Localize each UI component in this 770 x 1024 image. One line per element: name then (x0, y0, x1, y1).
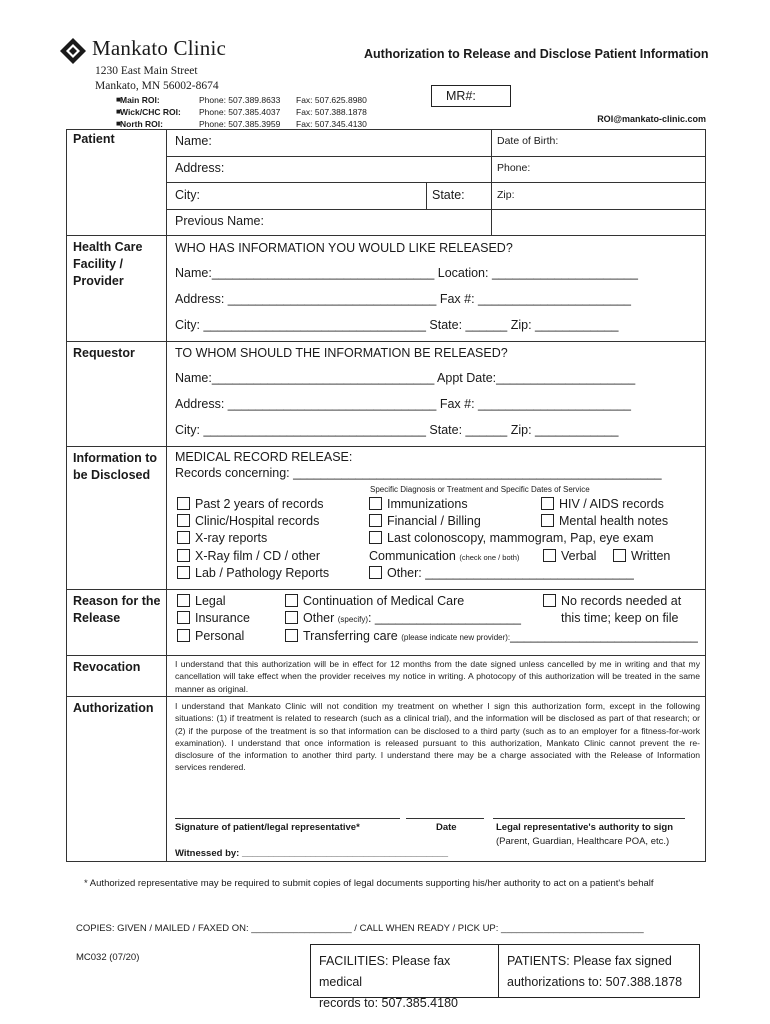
section-information: Information to be Disclosed (73, 451, 158, 482)
date-label: Date (436, 822, 457, 833)
legal-authority-label: Legal representative's authority to sign (496, 822, 673, 833)
row-line (166, 182, 706, 183)
location-name: Wick/CHC ROI: (120, 107, 181, 117)
requestor-question: TO WHOM SHOULD THE INFORMATION BE RELEASED? (175, 346, 508, 360)
communication-label: Communication (369, 549, 456, 563)
patient-zip-field[interactable]: Zip: (497, 189, 515, 201)
patient-name-field[interactable]: Name: (175, 134, 212, 148)
checkbox-icon (543, 594, 556, 607)
checkbox-icon (369, 531, 382, 544)
roi-email: ROI@mankato-clinic.com (597, 114, 706, 124)
patient-previous-name-field[interactable]: Previous Name: (175, 214, 264, 228)
checkbox-icon (541, 514, 554, 527)
checkbox-icon (285, 594, 298, 607)
witnessed-by-field[interactable]: Witnessed by: _______________________________________ (175, 848, 449, 859)
facilities-line1: FACILITIES: Please fax medical (319, 954, 451, 989)
checkbox-icon (177, 549, 190, 562)
row-line (166, 156, 706, 157)
checkbox-legal[interactable]: Legal (177, 594, 226, 608)
location-phone: Phone: 507.389.8633 (199, 95, 281, 105)
checkbox-verbal[interactable]: Verbal (543, 549, 596, 563)
checkbox-personal[interactable]: Personal (177, 629, 244, 643)
checkbox-clinic-hospital[interactable]: Clinic/Hospital records (177, 514, 319, 528)
checkbox-last-colonoscopy[interactable]: Last colonoscopy, mammogram, Pap, eye exam (369, 531, 654, 545)
authorized-rep-note: * Authorized representative may be required to submit copies of legal documents supporting his/her authority to act on a patient's behalf (84, 878, 654, 889)
org-name: Mankato Clinic (92, 36, 227, 60)
signature-label: Signature of patient/legal representative* (175, 822, 360, 833)
revocation-text: I understand that this authorization will be in effect for 12 months from the date signed unless cancelled by me in writing and that my cancellation will take effect when the provider receives my notice in writing. A photocopy of this authorization will be treated in the same manner as original. (175, 659, 700, 694)
checkbox-icon (543, 549, 556, 562)
requestor-name-appt-field[interactable]: Name:________________________________ Appt Date:____________________ (175, 371, 636, 385)
location-row: ■ Main ROI: Phone: 507.389.8633 Fax: 507.625.8980 (116, 95, 367, 105)
provider-name-location-field[interactable]: Name:________________________________ Location: _____________________ (175, 266, 638, 280)
checkbox-icon (369, 514, 382, 527)
facilities-line2: records to: 507.385.4180 (319, 996, 458, 1010)
patient-address-field[interactable]: Address: (175, 161, 225, 175)
provider-city-state-zip-field[interactable]: City: ________________________________ State: ______ Zip: ____________ (175, 318, 619, 332)
checkbox-financial-billing[interactable]: Financial / Billing (369, 514, 481, 528)
check-one-note: (check one / both) (459, 553, 520, 562)
patients-line2: authorizations to: 507.388.1878 (507, 975, 683, 989)
copies-line[interactable]: COPIES: GIVEN / MAILED / FAXED ON: ___________________ / CALL WHEN READY / PICK UP: ___________________________ (76, 923, 644, 934)
section-line (66, 696, 706, 697)
provider-address-fax-field[interactable]: Address: ______________________________ Fax #: ______________________ (175, 292, 631, 306)
no-records-continued: this time; keep on file (561, 611, 679, 625)
checkbox-other-info[interactable]: Other: ______________________________ (369, 566, 634, 580)
checkbox-icon (177, 629, 190, 642)
address-line2: Mankato, MN 56002-8674 (95, 80, 219, 92)
location-fax: Fax: 507.388.1878 (296, 107, 367, 117)
checkbox-continuation-of-care[interactable]: Continuation of Medical Care (285, 594, 464, 608)
section-requestor: Requestor (73, 346, 135, 360)
address-line1: 1230 East Main Street (95, 65, 198, 77)
location-row: ■ Wick/CHC ROI: Phone: 507.385.4037 Fax: 507.388.1878 (116, 107, 367, 117)
checkbox-mental-health[interactable]: Mental health notes (541, 514, 668, 528)
provider-question: WHO HAS INFORMATION YOU WOULD LIKE RELEASED? (175, 241, 513, 255)
checkbox-icon (177, 611, 190, 624)
records-concerning-field[interactable]: Records concerning: _____________________________________________________ (175, 466, 662, 480)
section-revocation: Revocation (73, 660, 141, 674)
checkbox-icon (285, 629, 298, 642)
document-title: Authorization to Release and Disclose Patient Information (364, 47, 709, 61)
form-code: MC032 (07/20) (76, 952, 140, 963)
checkbox-xray-film[interactable]: X-Ray film / CD / other (177, 549, 320, 563)
patient-state-field[interactable]: State: (432, 188, 465, 202)
checkbox-icon (177, 497, 190, 510)
medical-record-heading: MEDICAL RECORD RELEASE: (175, 450, 353, 464)
checkbox-lab-pathology[interactable]: Lab / Pathology Reports (177, 566, 329, 580)
checkbox-transferring-care[interactable]: Transferring care (please indicate new provider):___________________________ (285, 629, 698, 643)
patients-line1: PATIENTS: Please fax signed (507, 954, 672, 968)
checkbox-icon (541, 497, 554, 510)
location-phone: Phone: 507.385.4037 (199, 107, 281, 117)
location-row: ■ North ROI: Phone: 507.385.3959 Fax: 507.345.4130 (116, 119, 367, 129)
location-phone: Phone: 507.385.3959 (199, 119, 281, 129)
section-reason: Reason for the Release (73, 594, 161, 625)
patient-divider (426, 182, 427, 209)
mr-label: MR#: (446, 89, 476, 103)
section-provider: Health Care Facility / Provider (73, 240, 143, 288)
requestor-address-fax-field[interactable]: Address: ______________________________ Fax #: ______________________ (175, 397, 631, 411)
section-line (66, 446, 706, 447)
checkbox-icon (369, 566, 382, 579)
column-divider (166, 129, 167, 862)
checkbox-no-records-needed[interactable]: No records needed at (543, 594, 681, 608)
checkbox-immunizations[interactable]: Immunizations (369, 497, 468, 511)
location-name: Main ROI: (120, 95, 160, 105)
location-name: North ROI: (120, 119, 163, 129)
checkbox-icon (177, 531, 190, 544)
patient-dob-field[interactable]: Date of Birth: (497, 135, 559, 147)
section-line (66, 235, 706, 236)
authorization-text: I understand that Mankato Clinic will not condition my treatment on whether I sign this authorization form, except in the following situations: (1) if treatment is related to research (such as a clinical trial), and the information will be disclosed as part of that research; or (2) if the purpose of the treatment is so that information can be disclosed to a third party (such as to an employer for a fitness-for-work examination). I understand that once information is released pursuant to this authorization, Mankato Clinic cannot prevent the re-disclosure of the information to another third party. I understand there may be a charge associated with the Release of Information services rendered. (175, 701, 700, 773)
patient-phone-field[interactable]: Phone: (497, 162, 531, 174)
section-line (66, 341, 706, 342)
records-caption: Specific Diagnosis or Treatment and Specific Dates of Service (370, 485, 590, 494)
facilities-fax-box (310, 944, 499, 1010)
checkbox-icon (177, 594, 190, 607)
location-fax: Fax: 507.345.4130 (296, 119, 367, 129)
checkbox-hiv-aids[interactable]: HIV / AIDS records (541, 497, 664, 511)
section-line (66, 655, 706, 656)
row-line (166, 209, 706, 210)
mr-number-field[interactable] (431, 85, 511, 107)
section-patient: Patient (73, 132, 115, 146)
section-line (66, 589, 706, 590)
patients-fax-box (498, 944, 700, 998)
checkbox-past-2-years[interactable]: Past 2 years of records (177, 497, 324, 511)
date-line[interactable] (406, 818, 484, 819)
signature-line[interactable] (175, 818, 400, 819)
checkbox-other-reason[interactable]: Other (specify): _____________________ (285, 611, 521, 625)
legal-authority-sub: (Parent, Guardian, Healthcare POA, etc.) (496, 836, 670, 847)
checkbox-icon (369, 497, 382, 510)
checkbox-icon (285, 611, 298, 624)
checkbox-written[interactable]: Written (613, 549, 670, 563)
checkbox-icon (177, 514, 190, 527)
patient-city-field[interactable]: City: (175, 188, 200, 202)
checkbox-icon (613, 549, 626, 562)
checkbox-icon (177, 566, 190, 579)
requestor-city-state-zip-field[interactable]: City: ________________________________ State: ______ Zip: ____________ (175, 423, 619, 437)
mankato-clinic-logo-icon (60, 38, 86, 64)
section-authorization: Authorization (73, 701, 154, 715)
checkbox-xray-reports[interactable]: X-ray reports (177, 531, 267, 545)
legal-rep-line[interactable] (493, 818, 685, 819)
location-fax: Fax: 507.625.8980 (296, 95, 367, 105)
checkbox-insurance[interactable]: Insurance (177, 611, 250, 625)
communication-row (369, 549, 519, 563)
